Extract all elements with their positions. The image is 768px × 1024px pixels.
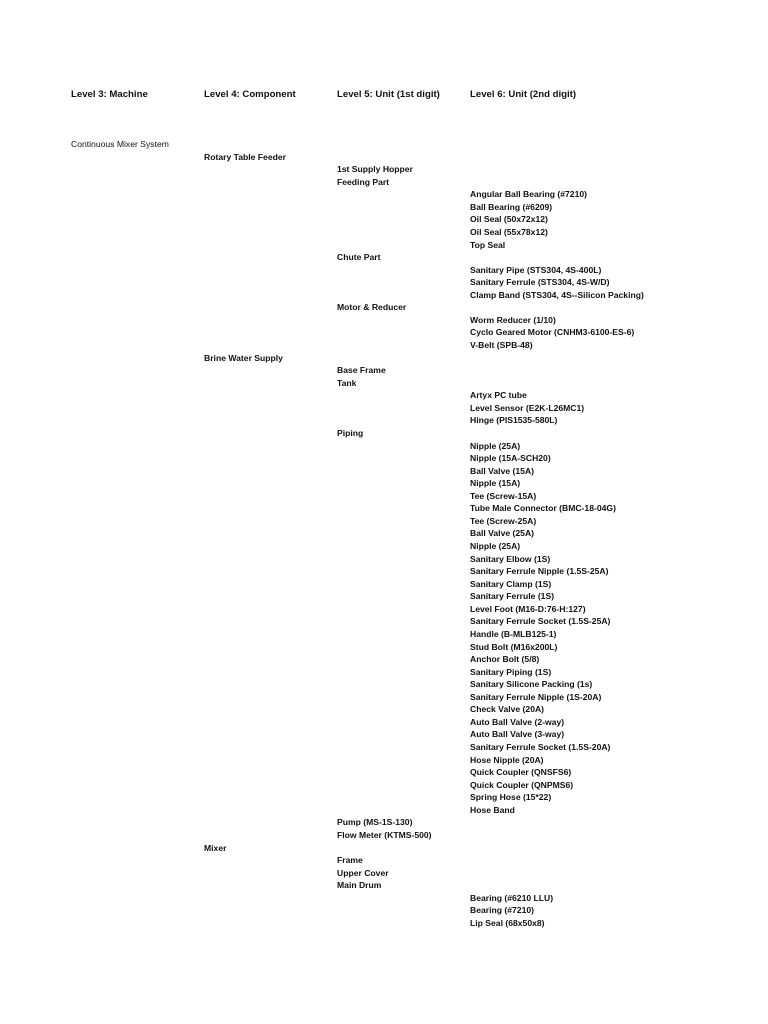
- level-6-item: Nipple (25A): [470, 541, 521, 551]
- level-5-item: Tank: [337, 377, 357, 388]
- level-6-item: Worm Reducer (1/10): [470, 314, 556, 325]
- table-row: [0, 414, 768, 427]
- table-row: [0, 641, 768, 654]
- level-6-item: V-Belt (SPB-48): [470, 340, 533, 350]
- level-6-item: Nipple (25A): [470, 440, 521, 451]
- table-row: [0, 389, 768, 402]
- table-row: [0, 678, 768, 691]
- table-row: [0, 314, 768, 327]
- table-row: [0, 565, 768, 578]
- table-row: [0, 842, 768, 855]
- table-row: [0, 276, 768, 289]
- table-row: [0, 352, 768, 365]
- table-row: [0, 628, 768, 641]
- hierarchy-list: [0, 138, 768, 929]
- table-row: [0, 226, 768, 239]
- table-row: [0, 465, 768, 478]
- level-6-item: Sanitary Ferrule Socket (1.5S-25A): [470, 616, 611, 627]
- table-row: [0, 867, 768, 880]
- level-5-item: Main Drum: [337, 880, 382, 891]
- header-level-5: Level 5: Unit (1st digit): [337, 89, 440, 100]
- table-row: [0, 816, 768, 829]
- level-6-item: Sanitary Ferrule Nipple (1S-20A): [470, 691, 602, 702]
- table-row: [0, 377, 768, 390]
- level-6-item: Bearing (#7210): [470, 905, 535, 916]
- table-row: [0, 829, 768, 842]
- level-6-item: Ball Valve (15A): [470, 465, 535, 476]
- level-6-item: Tube Male Connector (BMC-18-04G): [470, 503, 616, 514]
- level-6-item: Level Foot (M16-D:76-H:127): [470, 603, 586, 614]
- table-row: [0, 766, 768, 779]
- table-row: [0, 553, 768, 566]
- table-row: [0, 264, 768, 277]
- level-6-item: Ball Valve (25A): [470, 528, 535, 539]
- table-row: [0, 301, 768, 314]
- level-6-item: Hose Nipple (20A): [470, 754, 544, 765]
- table-row: [0, 239, 768, 252]
- header-level-3: Level 3: Machine: [71, 89, 148, 100]
- table-row: [0, 892, 768, 905]
- table-row: [0, 779, 768, 792]
- level-6-item: Tee (Screw-15A): [470, 490, 537, 501]
- level-6-item: Sanitary Ferrule (STS304, 4S-W/D): [470, 277, 610, 288]
- table-row: [0, 251, 768, 264]
- level-6-item: Check Valve (20A): [470, 704, 545, 715]
- level-6-item: Sanitary Elbow (1S): [470, 553, 551, 564]
- level-6-item: Bearing (#6210 LLU): [470, 892, 554, 903]
- level-6-item: Spring Hose (15*22): [470, 792, 552, 803]
- table-row: [0, 691, 768, 704]
- level-4-item: Mixer: [204, 842, 227, 853]
- table-row: [0, 502, 768, 515]
- table-row: [0, 427, 768, 440]
- level-6-item: Auto Ball Valve (3-way): [470, 729, 565, 740]
- table-row: [0, 603, 768, 616]
- level-6-item: Level Sensor (E2K-L26MC1): [470, 402, 585, 413]
- level-3-item: Continuous Mixer System: [71, 139, 169, 149]
- table-row: [0, 176, 768, 189]
- table-row: [0, 578, 768, 591]
- level-6-item: Quick Coupler (QNPMS6): [470, 779, 574, 790]
- level-5-item: Feeding Part: [337, 176, 390, 187]
- table-row: [0, 703, 768, 716]
- table-row: [0, 201, 768, 214]
- header-level-4: Level 4: Component: [204, 89, 296, 100]
- level-6-item: Cyclo Geared Motor (CNHM3-6100-ES-6): [470, 327, 635, 338]
- table-row: [0, 728, 768, 741]
- table-row: [0, 364, 768, 377]
- table-row: [0, 615, 768, 628]
- table-row: [0, 339, 768, 352]
- table-row: [0, 452, 768, 465]
- table-row: [0, 213, 768, 226]
- level-5-item: Upper Cover: [337, 867, 389, 878]
- level-6-item: Sanitary Ferrule Socket (1.5S-20A): [470, 742, 611, 752]
- level-5-item: Base Frame: [337, 365, 386, 376]
- table-row: [0, 515, 768, 528]
- level-6-item: Oil Seal (55x78x12): [470, 226, 548, 237]
- level-6-item: Nipple (15A-SCH20): [470, 453, 551, 464]
- table-header: [0, 89, 768, 103]
- level-6-item: Angular Ball Bearing (#7210): [470, 189, 588, 200]
- level-6-item: Sanitary Ferrule Nipple (1.5S-25A): [470, 566, 609, 577]
- level-5-item: Piping: [337, 427, 364, 438]
- level-6-item: Anchor Bolt (5/8): [470, 654, 540, 665]
- header-level-6: Level 6: Unit (2nd digit): [470, 89, 577, 100]
- table-row: [0, 854, 768, 867]
- level-5-item: Frame: [337, 855, 363, 866]
- level-4-item: Rotary Table Feeder: [204, 151, 286, 162]
- level-6-item: Hinge (PIS1535-580L): [470, 415, 558, 426]
- level-5-item: 1st Supply Hopper: [337, 164, 413, 175]
- level-6-item: Nipple (15A): [470, 478, 521, 489]
- table-row: [0, 138, 768, 151]
- level-6-item: Clamp Band (STS304, 4S--Silicon Packing): [470, 289, 644, 300]
- level-6-item: Stud Bolt (M16x200L): [470, 641, 558, 652]
- table-row: [0, 163, 768, 176]
- level-6-item: Artyx PC tube: [470, 390, 527, 401]
- table-row: [0, 653, 768, 666]
- table-row: [0, 490, 768, 503]
- table-row: [0, 477, 768, 490]
- level-6-item: Lip Seal (68x50x8): [470, 917, 545, 928]
- level-6-item: Sanitary Ferrule (1S): [470, 591, 555, 602]
- table-row: [0, 666, 768, 679]
- level-5-item: Motor & Reducer: [337, 302, 407, 313]
- table-row: [0, 540, 768, 553]
- level-6-item: Hose Band: [470, 804, 515, 815]
- table-row: [0, 188, 768, 201]
- table-row: [0, 904, 768, 917]
- level-6-item: Quick Coupler (QNSFS6): [470, 767, 572, 778]
- level-6-item: Sanitary Pipe (STS304, 4S-400L): [470, 264, 602, 275]
- level-6-item: Ball Bearing (#6209): [470, 201, 553, 212]
- table-row: [0, 804, 768, 817]
- table-row: [0, 741, 768, 754]
- table-row: [0, 754, 768, 767]
- table-row: [0, 326, 768, 339]
- table-row: [0, 590, 768, 603]
- table-row: [0, 917, 768, 930]
- level-5-item: Flow Meter (KTMS-500): [337, 829, 432, 840]
- level-6-item: Sanitary Clamp (1S): [470, 578, 552, 589]
- table-row: [0, 289, 768, 302]
- level-6-item: Handle (B-MLB125-1): [470, 628, 557, 639]
- table-row: [0, 527, 768, 540]
- table-row: [0, 716, 768, 729]
- level-5-item: Pump (MS-1S-130): [337, 817, 413, 828]
- level-6-item: Sanitary Piping (1S): [470, 666, 552, 677]
- table-row: [0, 440, 768, 453]
- level-5-item: Chute Part: [337, 252, 381, 263]
- table-row: [0, 402, 768, 415]
- level-6-item: Oil Seal (50x72x12): [470, 214, 548, 225]
- table-row: [0, 879, 768, 892]
- level-6-item: Top Seal: [470, 239, 506, 250]
- level-6-item: Auto Ball Valve (2-way): [470, 716, 565, 727]
- table-row: [0, 791, 768, 804]
- level-6-item: Sanitary Silicone Packing (1s): [470, 679, 593, 690]
- table-row: [0, 151, 768, 164]
- level-4-item: Brine Water Supply: [204, 352, 283, 363]
- level-6-item: Tee (Screw-25A): [470, 515, 537, 526]
